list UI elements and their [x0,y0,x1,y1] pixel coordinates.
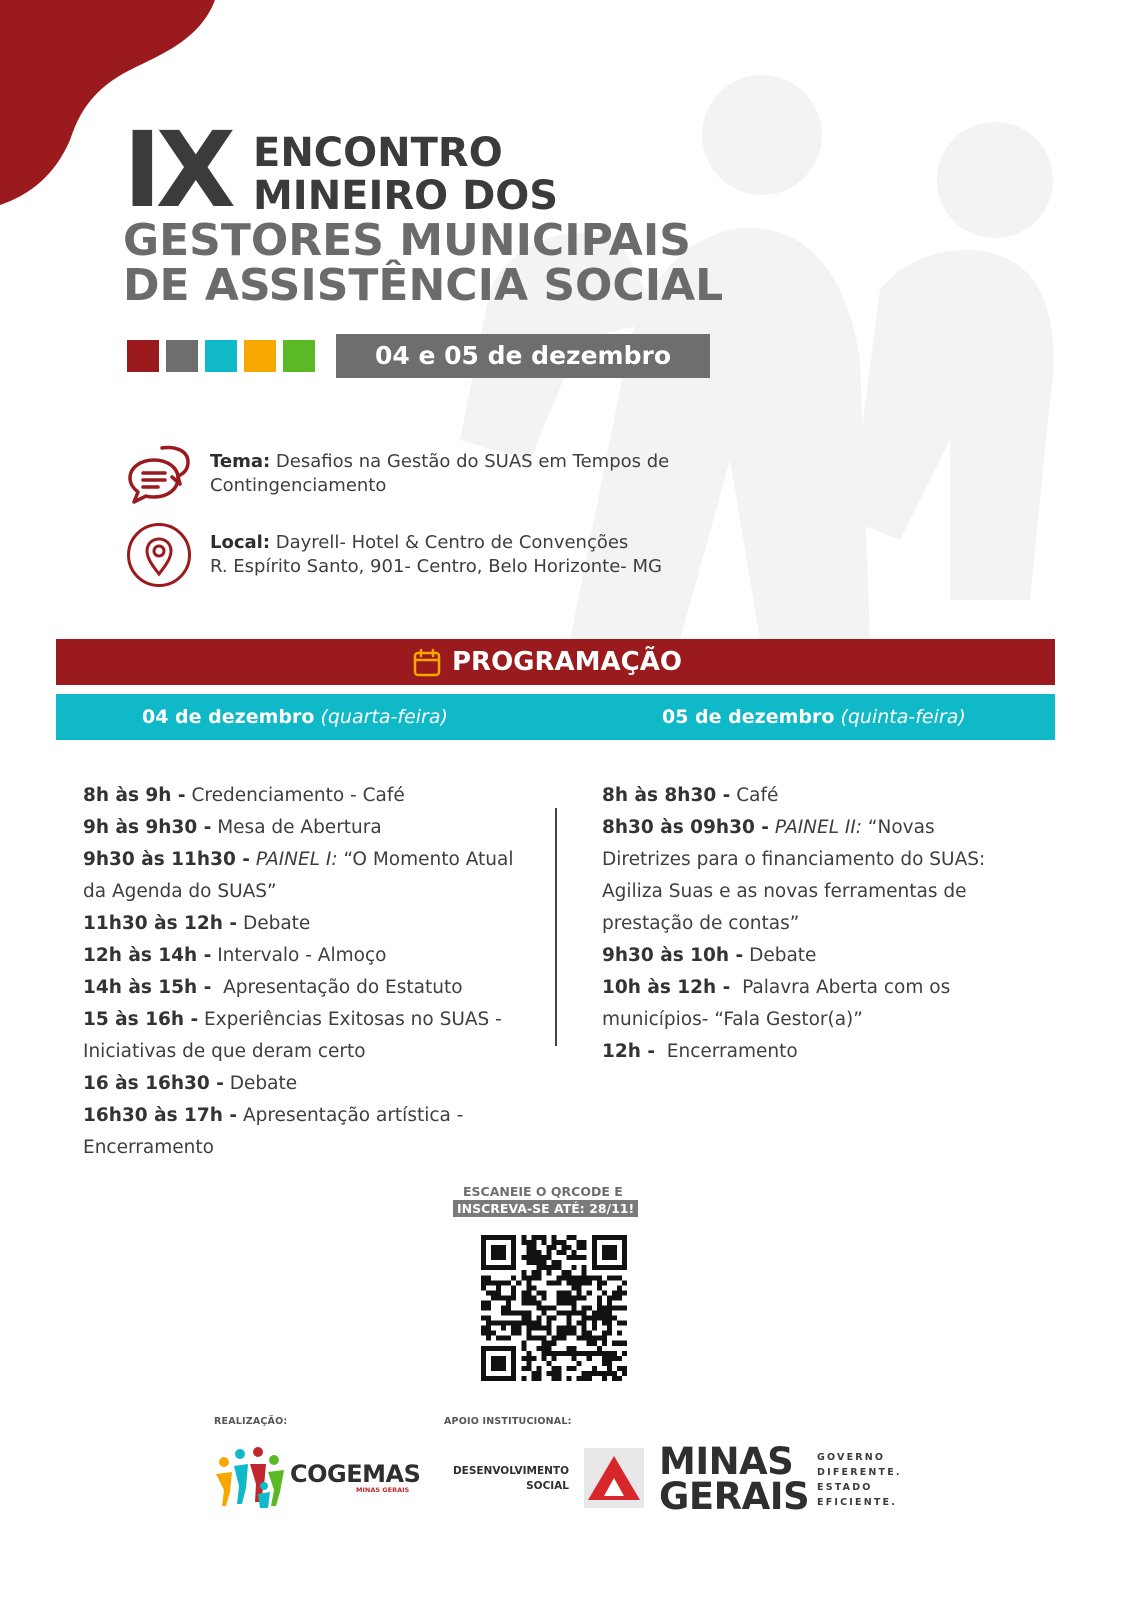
schedule-text: Encerramento [83,1137,214,1158]
schedule-time: 9h30 às 10h - [602,945,744,966]
schedule-row [83,940,543,972]
des-social-line-1: DESENVOLVIMENTO [452,1465,569,1477]
qr-caption-2: INSCREVA-SE ATÉ: 28/11! [453,1200,638,1217]
schedule-row [602,1036,1042,1068]
schedule-time: 14h às 15h - [83,977,212,998]
mg-line-1: MINAS [659,1440,794,1483]
schedule-time: 8h às 8h30 - [602,785,731,806]
schedule-row [602,844,1042,876]
chat-bubbles-icon [126,440,192,506]
schedule-time: 9h30 às 11h30 - [83,849,250,870]
schedule-row [83,1100,543,1132]
des-social-line-2: SOCIAL [526,1480,569,1492]
schedule-row [602,972,1042,1004]
local-value: Dayrell- Hotel & Centro de Convenções [270,532,629,553]
schedule-text: municípios- “Fala Gestor(a)” [602,1009,863,1030]
day2-header [662,694,966,740]
schedule-row [602,908,1042,940]
edition-number: IX [123,109,230,231]
apoio-label: APOIO INSTITUCIONAL: [444,1416,572,1427]
schedule-row [83,1004,543,1036]
day2-weekday: (quinta-feira) [834,706,966,728]
minas-gerais-triangle-logo-icon [584,1448,644,1508]
day1-date: 04 de dezembro [142,706,315,728]
schedule-text: Encerramento [655,1041,798,1062]
schedule-time: 16 às 16h30 - [83,1073,224,1094]
qr-caption-1: ESCANEIE O QRCODE E [463,1184,623,1199]
schedule-time: 8h às 9h - [83,785,186,806]
schedule-row [83,844,543,876]
day2-date: 05 de dezembro [662,706,835,728]
day1-weekday: (quarta-feira) [314,706,448,728]
desenvolvimento-social-text [447,1464,569,1494]
schedule-text: Agiliza Suas e as novas ferramentas de [602,881,967,902]
color-square-red [127,340,159,372]
schedule-text: da Agenda do SUAS” [83,881,277,902]
tema-value-2: Contingenciamento [210,475,387,496]
tema-text [210,450,669,498]
schedule-panel: PAINEL II: [768,817,863,838]
local-text [210,531,662,579]
local-address: R. Espírito Santo, 901- Centro, Belo Horizonte- MG [210,556,663,577]
schedule-text: Debate [237,913,311,934]
gov-line-3: ESTADO [817,1482,873,1493]
color-square-green [283,340,315,372]
title-line-1: ENCONTRO [253,130,503,176]
schedule-text: Palavra Aberta com os [730,977,951,998]
schedule-text: Mesa de Abertura [211,817,382,838]
schedule-text: Experiências Exitosas no SUAS - [198,1009,502,1030]
cogemas-people-logo-icon [212,1442,288,1510]
schedule-text: Apresentação do Estatuto [211,977,463,998]
schedule-row [83,908,543,940]
schedule-row [602,812,1042,844]
schedule-time: 15 às 16h - [83,1009,199,1030]
schedule-time: 11h30 às 12h - [83,913,238,934]
schedule-text: Café [730,785,779,806]
title-line-4: DE ASSISTÊNCIA SOCIAL [123,260,724,311]
gov-line-1: GOVERNO [817,1452,886,1463]
mg-line-2: GERAIS [659,1475,810,1518]
local-label: Local: [210,532,271,553]
schedule-time: 10h às 12h - [602,977,731,998]
schedule-row [602,1004,1042,1036]
schedule-text: Diretrizes para o financiamento do SUAS: [602,849,986,870]
cogemas-logo-text: COGEMAS [290,1460,421,1488]
cogemas-logo-sub: MINAS GERAIS [356,1486,410,1494]
schedule-text: Debate [743,945,817,966]
calendar-icon [412,648,442,678]
tema-label: Tema: [210,451,271,472]
schedule-row [83,1068,543,1100]
realizacao-label: REALIZAÇÃO: [214,1416,288,1427]
schedule-row [83,780,543,812]
program-title: PROGRAMAÇÃO [452,647,682,677]
schedule-time: 8h30 às 09h30 - [602,817,769,838]
color-square-orange [244,340,276,372]
schedule-row [83,972,543,1004]
schedule-row [83,812,543,844]
schedule-text: Apresentação artística - [237,1105,464,1126]
schedule-text: Credenciamento - Café [185,785,405,806]
day1-header [142,694,448,740]
schedule-row [602,780,1042,812]
tema-value: Desafios na Gestão do SUAS em Tempos de [270,451,670,472]
day1-schedule [83,780,543,1164]
minas-gerais-logo-text [659,1440,810,1518]
schedule-panel: PAINEL I: [249,849,338,870]
schedule-time: 12h às 14h - [83,945,212,966]
schedule-row [83,1132,543,1164]
schedule-row [83,1036,543,1068]
gov-line-2: DIFERENTE. [817,1467,902,1478]
schedule-text: Debate [223,1073,298,1094]
schedule-row [83,876,543,908]
schedule-divider [555,808,557,1046]
schedule-row [602,940,1042,972]
title-line-3: GESTORES MUNICIPAIS [123,215,691,266]
schedule-text: Intervalo - Almoço [211,945,387,966]
schedule-text: prestação de contas” [602,913,800,934]
schedule-text: “Novas [862,817,935,838]
schedule-text: Iniciativas de que deram certo [83,1041,366,1062]
gov-line-4: EFICIENTE. [817,1497,898,1508]
day2-schedule [602,780,1042,1068]
color-square-gray [166,340,198,372]
location-pin-icon [126,522,192,588]
qr-code[interactable] [481,1235,627,1381]
title-line-2: MINEIRO DOS [253,173,559,219]
schedule-time: 12h - [602,1041,656,1062]
schedule-text: “O Momento Atual [337,849,514,870]
schedule-time: 16h30 às 17h - [83,1105,238,1126]
schedule-row [602,876,1042,908]
date-banner: 04 e 05 de dezembro [336,334,710,378]
color-square-cyan [205,340,237,372]
governo-slogan [817,1450,902,1510]
schedule-time: 9h às 9h30 - [83,817,212,838]
